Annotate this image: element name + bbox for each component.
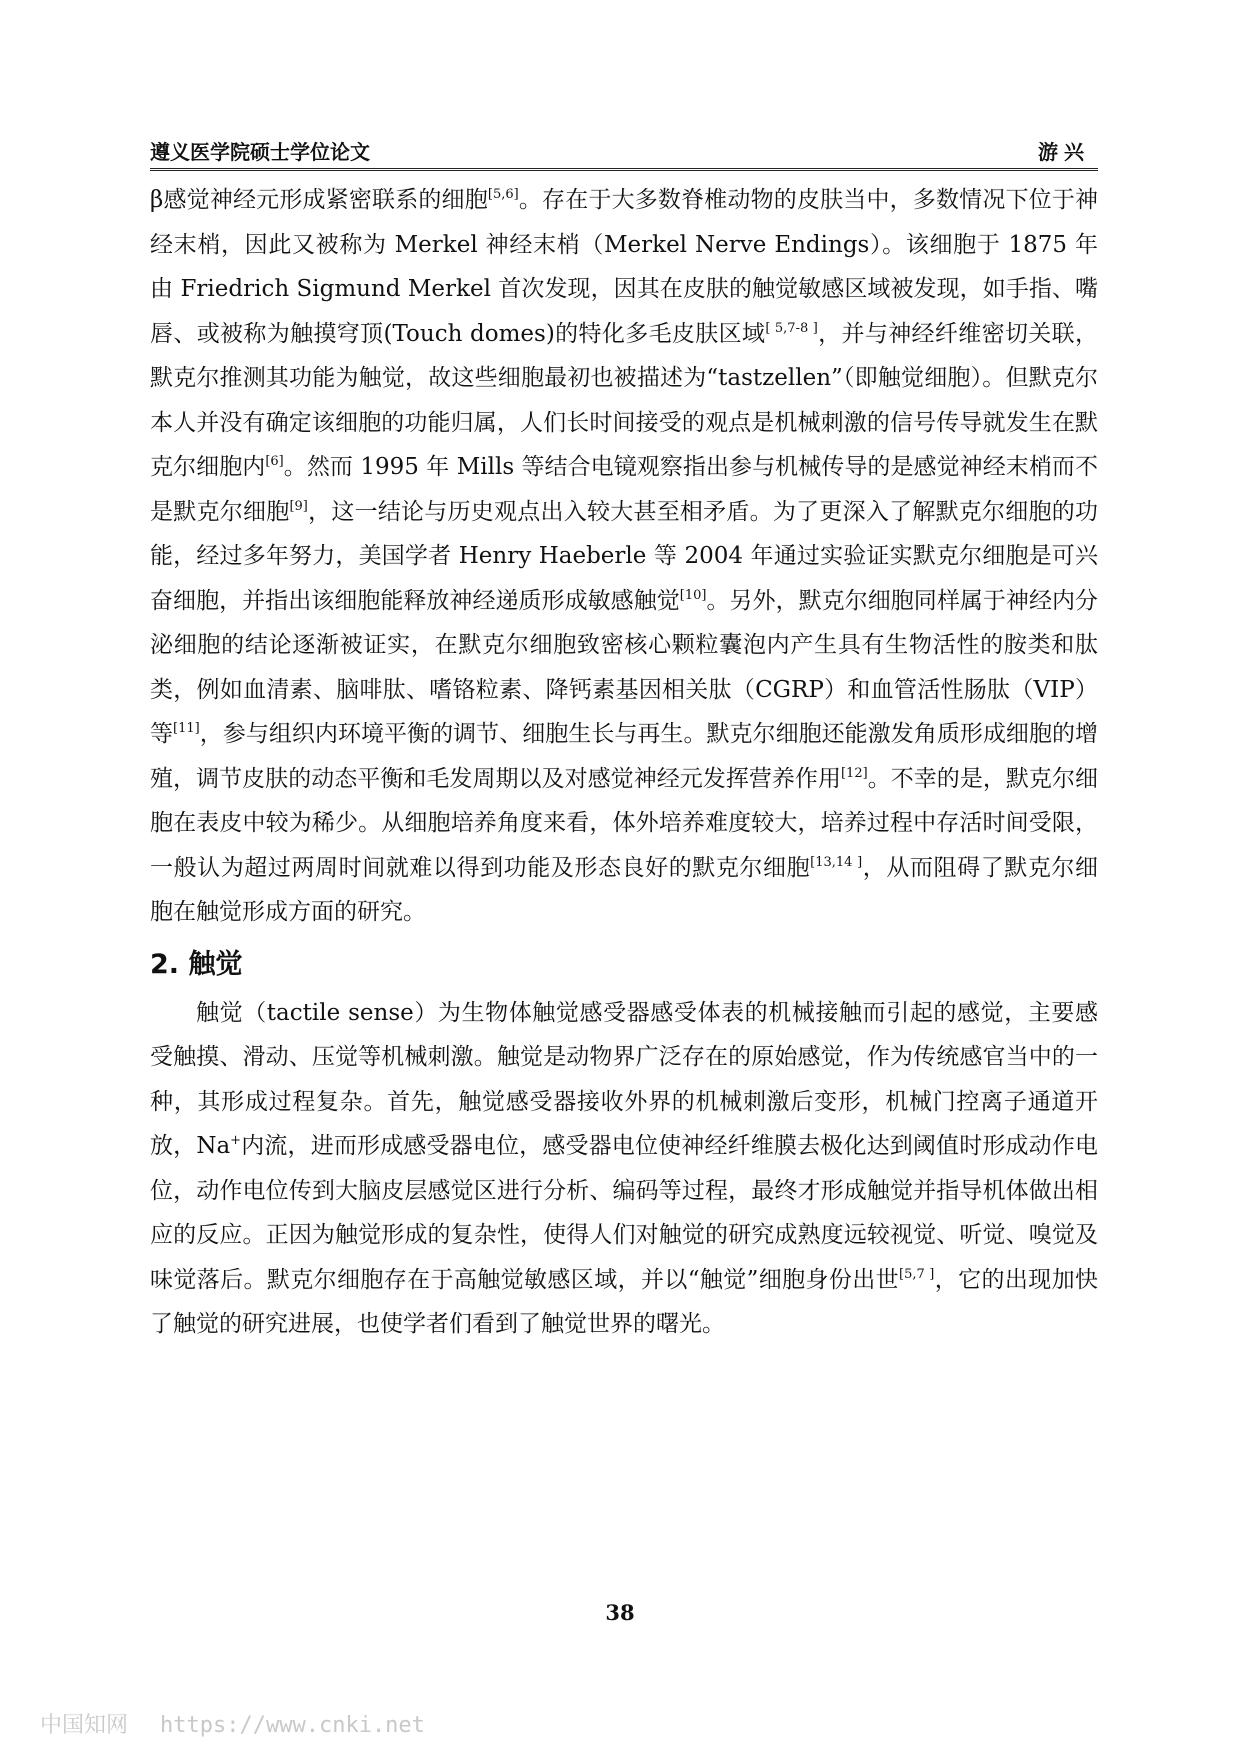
header-rule — [150, 168, 1098, 171]
text-run: ，这一结论与历史观点出入较大甚至相矛盾。为了更深入了解默克尔细胞的功能，经过多年努力，美国学者 Henry Haeberle 等 2004 年通过实验证实默克尔细胞是可兴奋细胞，并指出该细胞能释放神经递质形成敏感触觉 — [150, 498, 1099, 614]
citation: [10] — [679, 587, 707, 603]
citation: [6] — [265, 454, 284, 469]
citation: [5,7 ] — [899, 1266, 935, 1282]
section-heading: 2. 触觉 — [150, 948, 243, 980]
superscript: + — [230, 1133, 242, 1148]
text-run: 。然而 1995 年 Mills 等结合电镜观察指出参与机械传导的是感觉神经末梢而不是默克尔细胞 — [150, 454, 1098, 525]
header-author: 游兴 — [1038, 140, 1090, 164]
watermark-url: https://www.cnki.net — [160, 1713, 425, 1738]
header-thesis-title: 遵义医学院硕士学位论文 — [150, 140, 370, 164]
running-header — [150, 132, 1098, 168]
citation: [ 5,7-8 ] — [765, 320, 818, 336]
text-run: 内流，进而形成感受器电位，感受器电位使神经纤维膜去极化达到阈值时形成动作电位，动作电位传到大脑皮层感觉区进行分析、编码等过程，最终才形成触觉并指导机体做出相应的反应。正因为触觉形成的复杂性，使得人们对触觉的研究成熟度远较视觉、听觉、嗅觉及味觉落后。默克尔细胞存在于高触觉敏感区域，并以“触觉”细胞身份出世 — [150, 1133, 1099, 1293]
cnki-watermark — [40, 1708, 425, 1739]
text-run: 触觉（tactile sense）为生物体触觉感受器感受体表的机械接触而引起的感觉，主要感受触摸、滑动、压觉等机械刺激。触觉是动物界广泛存在的原始感觉，作为传统感官当中的一种，其形成过程复杂。首先，触觉感受器接收外界的机械刺激后变形，机械门控离子通道开放，Na — [150, 999, 1098, 1159]
watermark-site-name: 中国知网 — [40, 1713, 129, 1738]
text-run: ，并与神经纤维密切关联，默克尔推测其功能为触觉，故这些细胞最初也被描述为“tastzellen”（即触觉细胞）。但默克尔本人并没有确定该细胞的功能归属，人们长时间接受的观点是机械刺激的信号传导就发生在默克尔细胞内 — [150, 320, 1099, 480]
text-run: 。不幸的是，默克尔细胞在表皮中较为稀少。从细胞培养角度来看，体外培养难度较大，培养过程中存活时间受限，一般认为超过两周时间就难以得到功能及形态良好的默克尔细胞 — [150, 765, 1099, 881]
text-run: ，参与组织内环境平衡的调节、细胞生长与再生。默克尔细胞还能激发角质形成细胞的增殖，调节皮肤的动态平衡和毛发周期以及对感觉神经元发挥营养作用 — [150, 721, 1099, 792]
paragraph-tactile-sense — [150, 991, 1098, 1347]
page-number: 38 — [605, 1600, 635, 1625]
citation: [13,14 ] — [810, 854, 863, 870]
citation: [5,6] — [487, 187, 519, 202]
text-run: 。存在于大多数脊椎动物的皮肤当中，多数情况下位于神经末梢，因此又被称为 Merkel 神经末梢（Merkel Nerve Endings）。该细胞于 1875 年由 Friedrich Sigmund Merkel 首次发现，因其在皮肤的触觉敏感区域被发现，如手指、嘴唇、或被称为触摸穹顶(Touch domes)的特化多毛皮肤区域 — [150, 187, 1098, 347]
citation: [9] — [289, 498, 308, 514]
text-run: 。另外，默克尔细胞同样属于神经内分泌细胞的结论逐渐被证实，在默克尔细胞致密核心颗粒囊泡内产生具有生物活性的胺类和肽类，例如血清素、脑啡肽、嗜铬粒素、降钙素基因相关肽（CGRP）和血管活性肠肽（VIP）等 — [150, 587, 1099, 747]
citation: [11] — [173, 721, 200, 736]
text-run: ，从而阻碍了默克尔细胞在触觉形成方面的研究。 — [150, 854, 1099, 925]
citation: [12] — [840, 765, 868, 781]
text-run: ，它的出现加快了触觉的研究进展，也使学者们看到了触觉世界的曙光。 — [150, 1266, 1099, 1337]
text-run: β感觉神经元形成紧密联系的细胞 — [150, 187, 488, 213]
paragraph-merkel-cells — [150, 178, 1098, 935]
main-text — [150, 178, 1098, 1347]
